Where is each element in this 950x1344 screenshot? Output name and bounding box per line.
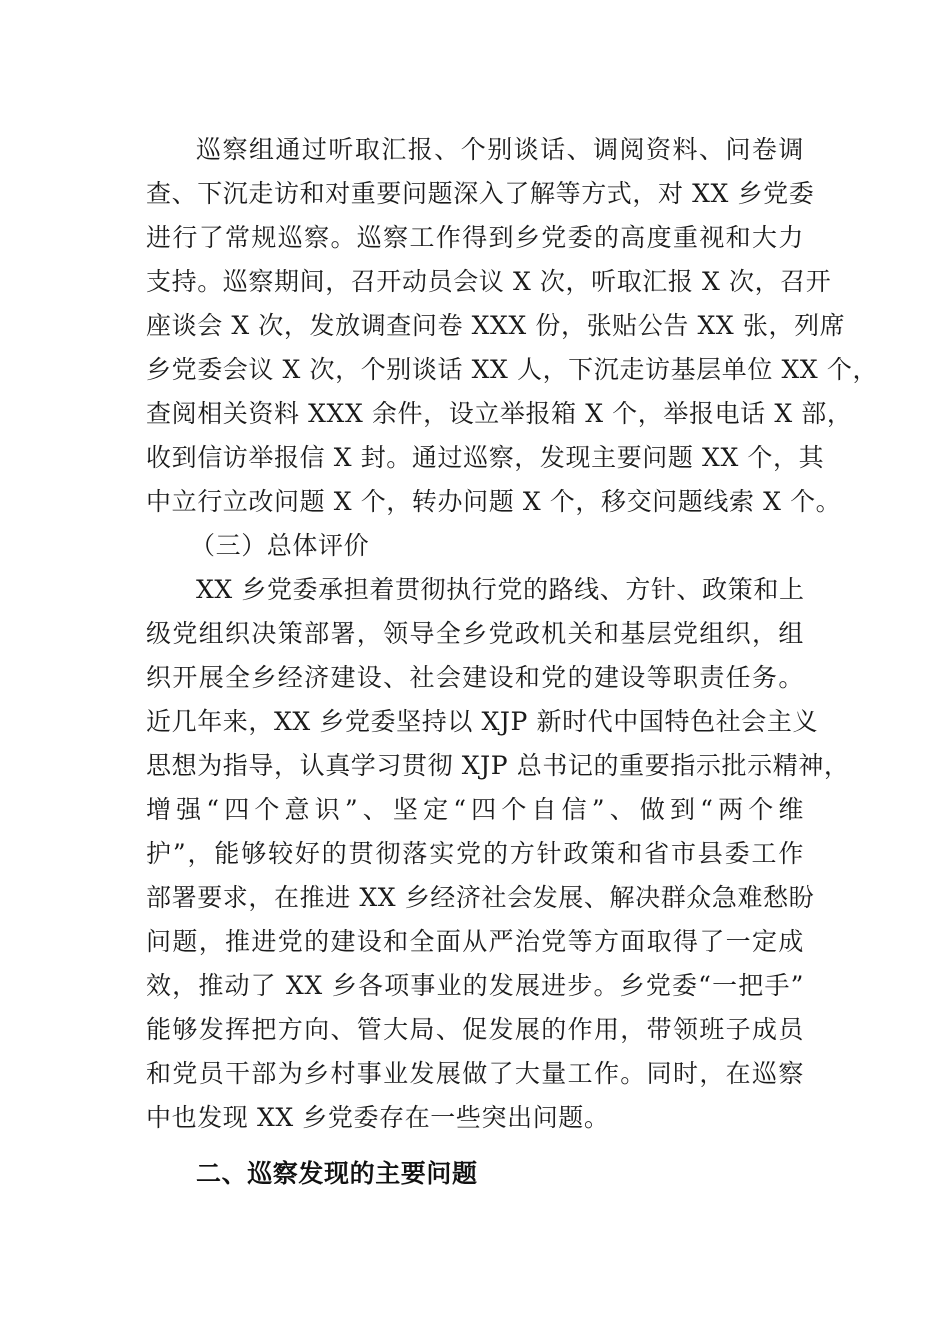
paragraph2-line-1: XX 乡党委承担着贯彻执行党的路线、方针、政策和上 (196, 575, 805, 604)
section-heading: （三）总体评价 (190, 531, 370, 560)
paragraph2-line-6: 增强“四个意识”、坚定“四个自信”、做到“两个维 (146, 795, 804, 824)
paragraph1-line-7: 查阅相关资料 XXX 余件，设立举报箱 X 个，举报电话 X 部， (146, 399, 853, 428)
paragraph2-line-11: 能够发挥把方向、管大局、促发展的作用，带领班子成员 (146, 1015, 804, 1044)
chapter-heading: 二、巡察发现的主要问题 (196, 1159, 478, 1188)
paragraph1-line-1: 巡察组通过听取汇报、个别谈话、调阅资料、问卷调 (196, 135, 804, 164)
paragraph2-line-8: 部署要求，在推进 XX 乡经济社会发展、解决群众急难愁盼 (146, 883, 815, 912)
paragraph2-line-13: 中也发现 XX 乡党委存在一些突出问题。 (146, 1103, 610, 1132)
paragraph2-line-7: 护”，能够较好的贯彻落实党的方针政策和省市县委工作 (146, 839, 804, 868)
paragraph1-line-6: 乡党委会议 X 次，个别谈话 XX 人，下沉走访基层单位 XX 个， (146, 355, 879, 384)
paragraph1-line-2: 查、下沉走访和对重要问题深入了解等方式，对 XX 乡党委 (146, 179, 815, 208)
paragraph2-line-9: 问题，推进党的建设和全面从严治党等方面取得了一定成 (146, 927, 804, 956)
paragraph2-line-5: 思想为指导，认真学习贯彻 XJP 总书记的重要指示批示精神， (146, 751, 850, 780)
paragraph2-line-3: 织开展全乡经济建设、社会建设和党的建设等职责任务。 (146, 663, 804, 692)
paragraph1-line-8: 收到信访举报信 X 封。通过巡察，发现主要问题 XX 个，其 (146, 443, 825, 472)
paragraph2-line-4: 近几年来，XX 乡党委坚持以 XJP 新时代中国特色社会主义 (146, 707, 819, 736)
paragraph2-line-12: 和党员干部为乡村事业发展做了大量工作。同时，在巡察 (146, 1059, 804, 1088)
paragraph2-line-10: 效，推动了 XX 乡各项事业的发展进步。乡党委“一把手” (146, 971, 804, 1000)
paragraph1-line-9: 中立行立改问题 X 个，转办问题 X 个，移交问题线索 X 个。 (146, 487, 842, 516)
paragraph1-line-5: 座谈会 X 次，发放调查问卷 XXX 份，张贴公告 XX 张，列席 (146, 311, 846, 340)
paragraph2-line-2: 级党组织决策部署，领导全乡党政机关和基层党组织，组 (146, 619, 804, 648)
paragraph1-line-3: 进行了常规巡察。巡察工作得到乡党委的高度重视和大力 (146, 223, 804, 252)
paragraph1-line-4: 支持。巡察期间，召开动员会议 X 次，听取汇报 X 次，召开 (146, 267, 832, 296)
